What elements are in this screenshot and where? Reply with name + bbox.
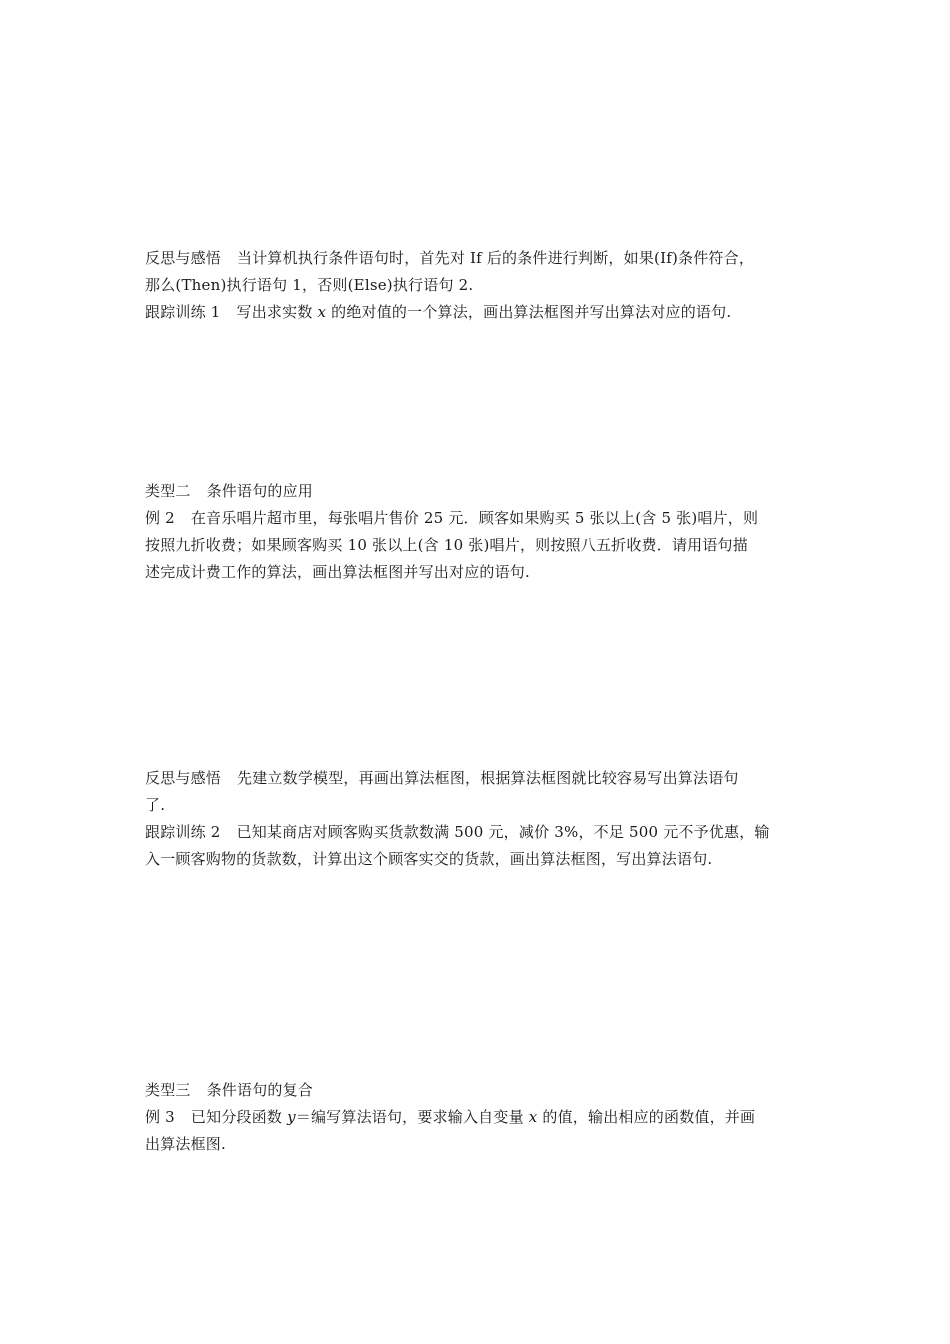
type-2-label: 类型二 [145,482,191,500]
example-2-text-1: 在音乐唱片超市里，每张唱片售价 25 元．顾客如果购买 5 张以上(含 5 张)唱片，则 [190,509,759,527]
variable-x: x [528,1108,538,1126]
reflection-1-text-1: 当计算机执行条件语句时，首先对 If 后的条件进行判断，如果(If)条件符合， [237,249,755,267]
reflection-2-line-2: 了. [145,796,166,814]
reflection-2-label: 反思与感悟 [145,769,222,787]
training-1-label: 跟踪训练 1 [145,303,221,321]
example-3-text-mid: ＝编写算法语句，要求输入自变量 [295,1108,529,1126]
reflection-1-line-2: 那么(Then)执行语句 1，否则(Else)执行语句 2. [145,276,474,294]
reflection-training-1 [145,245,810,326]
example-3-label: 例 3 [145,1108,175,1126]
example-2-line-3: 述完成计费工作的算法，画出算法框图并写出对应的语句. [145,563,530,581]
variable-y: y [287,1108,296,1126]
type-3-section [145,1077,810,1158]
example-3-line-1 [145,1104,810,1131]
variable-x: x [317,303,327,321]
example-3-text-after: 的值，输出相应的函数值，并画 [537,1108,756,1126]
example-2-line-1 [145,505,810,532]
reflection-1-line-1 [145,245,810,272]
training-1-text-after: 的绝对值的一个算法，画出算法框图并写出算法对应的语句. [326,303,732,321]
type-3-heading [145,1077,810,1104]
training-2-line-2: 入一顾客购物的货款数，计算出这个顾客实交的货款，画出算法框图，写出算法语句. [145,850,713,868]
reflection-2-text-1: 先建立数学模型，再画出算法框图，根据算法框图就比较容易写出算法语句 [237,769,739,787]
training-1-text-before: 写出求实数 [236,303,318,321]
type-3-title: 条件语句的复合 [206,1081,314,1099]
type-2-section [145,478,810,586]
type-2-heading [145,478,810,505]
training-2-line-1 [145,819,810,846]
example-3-line-2: 出算法框图. [145,1135,226,1153]
training-2-label: 跟踪训练 2 [145,823,221,841]
reflection-training-2 [145,765,810,873]
example-2-label: 例 2 [145,509,175,527]
type-2-title: 条件语句的应用 [206,482,314,500]
example-2-line-2: 按照九折收费；如果顾客购买 10 张以上(含 10 张)唱片，则按照八五折收费．请用语句描 [145,536,748,554]
reflection-2-line-1 [145,765,810,792]
example-3-text-before: 已知分段函数 [190,1108,288,1126]
training-2-text-1: 已知某商店对顾客购买货款数满 500 元，减价 3%，不足 500 元不予优惠，输 [236,823,770,841]
training-1-line [145,299,810,326]
type-3-label: 类型三 [145,1081,191,1099]
reflection-1-label: 反思与感悟 [145,249,222,267]
